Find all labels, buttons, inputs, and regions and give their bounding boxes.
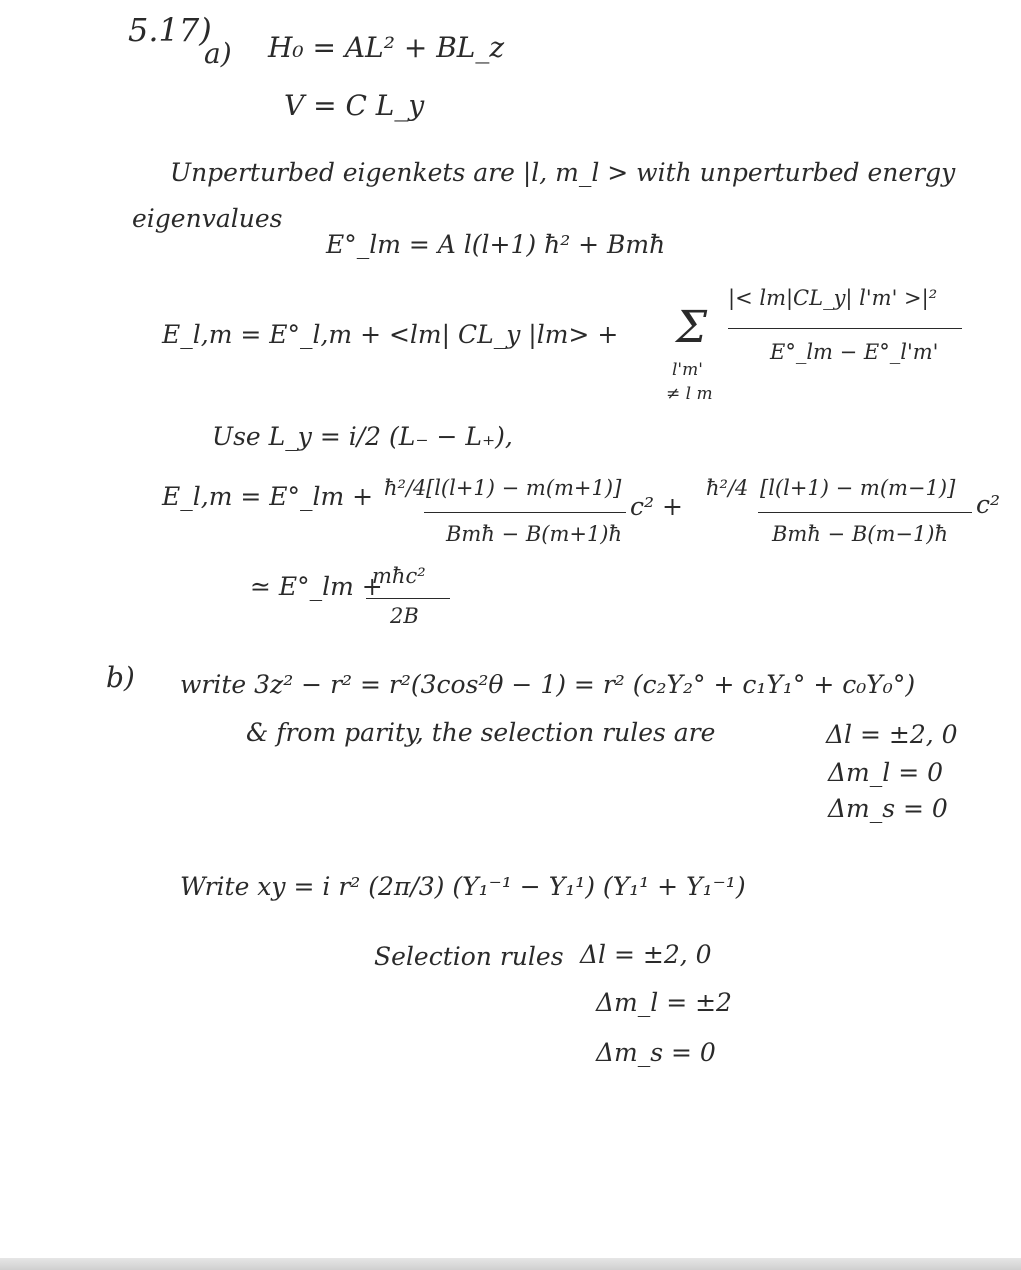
approximation-fraction-bar xyxy=(366,598,450,599)
perturbation-v: V = C L_y xyxy=(284,89,425,122)
first-term-denominator: Bmħ − B(m+1)ħ xyxy=(446,522,623,546)
second-term-numerator: [l(l+1) − m(m−1)] xyxy=(760,476,956,500)
selection-rules-label: Selection rules xyxy=(374,942,564,971)
problem-number: 5.17) xyxy=(128,11,212,49)
part-a-label: a) xyxy=(204,37,232,70)
rule-delta-ml: Δm_l = 0 xyxy=(828,758,944,787)
first-term-numerator: [l(l+1) − m(m+1)] xyxy=(426,476,622,500)
quadrupole-expansion: write 3z² − r² = r²(3cos²θ − 1) = r² (c₂Y₂° + c₁Y₁° + c₀Y₀°) xyxy=(180,670,916,699)
second-term-denominator: Bmħ − B(m−1)ħ xyxy=(772,522,949,546)
first-term-c-squared: c² + xyxy=(630,492,683,521)
unperturbed-text-line1: Unperturbed eigenkets are |l, m_l > with unperturbed energy xyxy=(170,158,956,187)
summation-symbol: Σ xyxy=(676,302,708,353)
hamiltonian-h0: H₀ = AL² + BL_z xyxy=(268,31,505,64)
summation-index: l'm' xyxy=(672,360,703,380)
ly-ladder-operator-relation: Use L_y = i/2 (L₋ − L₊), xyxy=(212,422,513,451)
unperturbed-text-line2: eigenvalues xyxy=(132,204,283,233)
summation-exclusion: ≠ l m xyxy=(666,384,713,404)
rule2-delta-ms: Δm_s = 0 xyxy=(596,1038,716,1067)
rule-delta-ms: Δm_s = 0 xyxy=(828,794,948,823)
approximation-numerator: mħc² xyxy=(372,564,426,588)
parity-statement: & from parity, the selection rules are xyxy=(246,718,716,747)
summation-fraction-bar xyxy=(728,328,962,329)
energy-difference-denominator: E°_lm − E°_l'm' xyxy=(770,340,939,364)
approximation-denominator: 2B xyxy=(390,604,419,628)
coefficient-hbar-squared-first: ħ²/4 xyxy=(384,476,427,500)
coefficient-hbar-squared-second: ħ²/4 xyxy=(706,476,749,500)
page-bottom-edge xyxy=(0,1258,1021,1270)
rule-delta-l: Δl = ±2, 0 xyxy=(826,720,958,749)
matrix-element-numerator: |< lm|CL_y| l'm' >|² xyxy=(728,286,938,310)
energy-expansion-lhs: E_l,m = E°_lm + xyxy=(162,482,374,511)
rule2-delta-l: Δl = ±2, 0 xyxy=(580,940,712,969)
approximation-lhs: ≃ E°_lm + xyxy=(250,572,383,601)
xy-expansion: Write xy = i r² (2π/3) (Y₁⁻¹ − Y₁¹) (Y₁¹ + Y₁⁻¹) xyxy=(180,872,746,901)
unperturbed-energy-formula: E°_lm = A l(l+1) ħ² + Bmħ xyxy=(326,230,666,259)
rule2-delta-ml: Δm_l = ±2 xyxy=(596,988,732,1017)
second-term-fraction-bar xyxy=(758,512,972,513)
part-b-label: b) xyxy=(106,661,135,694)
first-term-fraction-bar xyxy=(424,512,626,513)
second-order-energy-lhs: E_l,m = E°_l,m + <lm| CL_y |lm> + xyxy=(162,320,619,349)
second-term-c-squared: c² xyxy=(976,490,1001,519)
